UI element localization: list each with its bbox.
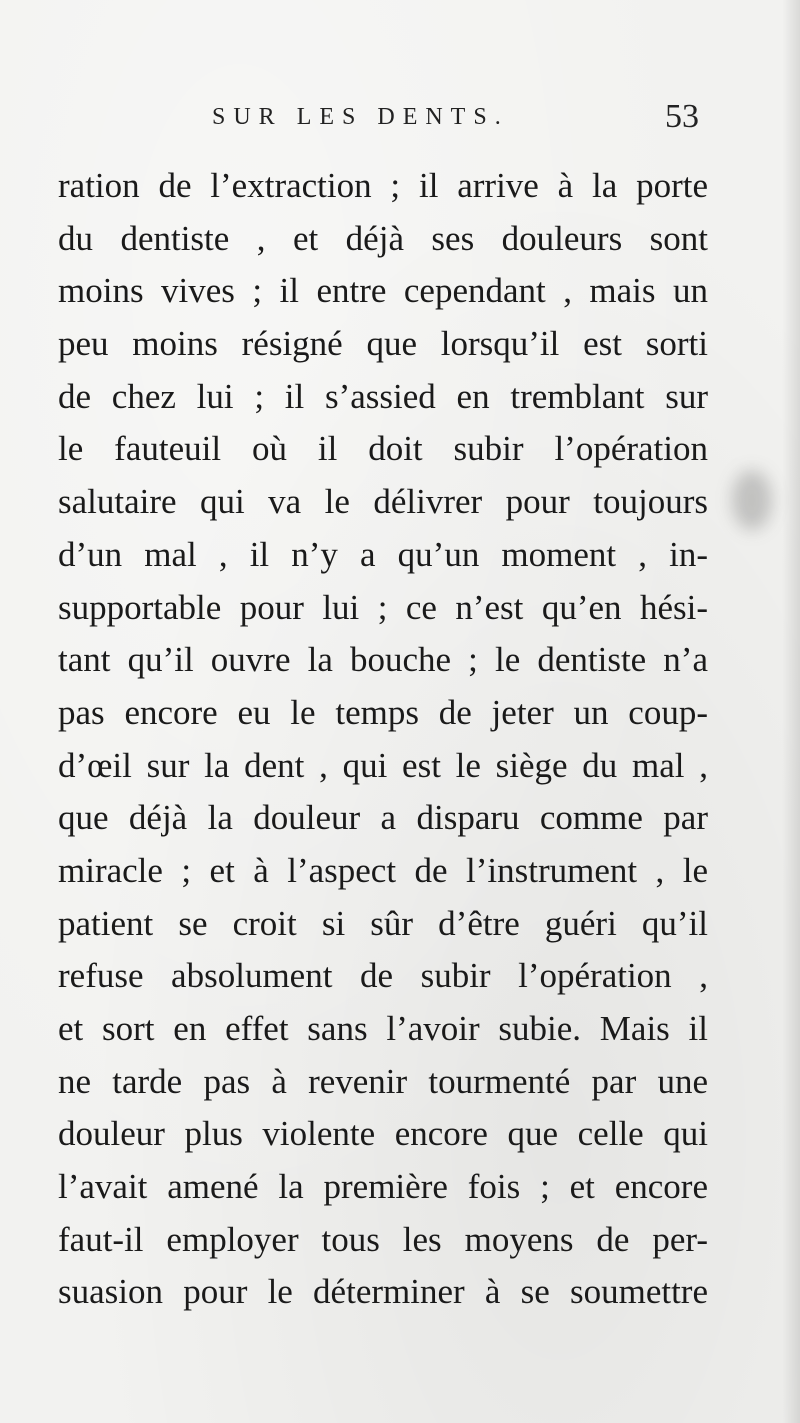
- text-line: et sort en effet sans l’avoir subie. Mais il: [58, 1009, 708, 1048]
- text-line: miracle ; et à l’aspect de l’instrument , le: [58, 850, 708, 890]
- text-line: pas encore eu le temps de jeter un coup-: [58, 692, 708, 732]
- text-line: du dentiste , et déjà ses douleurs sont: [58, 218, 708, 258]
- text-line: ne tarde pas à revenir tourmenté par une: [58, 1061, 708, 1101]
- text-line: le fauteuil où il doit subir l’opération: [58, 429, 708, 469]
- page-number: 53: [665, 98, 699, 135]
- text-line: supportable pour lui ; ce n’est qu’en hési-: [58, 587, 708, 627]
- text-line: de chez lui ; il s’assied en tremblant sur: [58, 376, 708, 416]
- text-line: d’œil sur la dent , qui est le siège du mal ,: [58, 745, 708, 785]
- text-line: l’avait amené la première fois ; et encore: [58, 1167, 708, 1207]
- text-line: tant qu’il ouvre la bouche ; le dentiste n’a: [58, 640, 708, 680]
- text-line: refuse absolument de subir l’opération ,: [58, 956, 708, 996]
- page-header: [0, 98, 800, 148]
- page-edge-shadow: [782, 0, 800, 1423]
- text-line: moins vives ; il entre cependant , mais un: [58, 271, 708, 311]
- text-line: que déjà la douleur a disparu comme par: [58, 798, 708, 838]
- text-line: faut-il employer tous les moyens de per-: [58, 1219, 708, 1259]
- ink-smudge: [732, 470, 772, 530]
- text-line: ration de l’extraction ; il arrive à la porte: [58, 166, 708, 205]
- text-line: peu moins résigné que lorsqu’il est sorti: [58, 324, 708, 364]
- text-line: douleur plus violente encore que celle qui: [58, 1114, 708, 1154]
- text-line: patient se croit si sûr d’être guéri qu’il: [58, 903, 708, 943]
- text-line: suasion pour le déterminer à se soumettre: [58, 1272, 708, 1312]
- body-text: [58, 160, 708, 1319]
- running-title: SUR LES DENTS.: [212, 104, 509, 130]
- text-line: d’un mal , il n’y a qu’un moment , in-: [58, 534, 708, 574]
- text-line: salutaire qui va le délivrer pour toujours: [58, 482, 708, 522]
